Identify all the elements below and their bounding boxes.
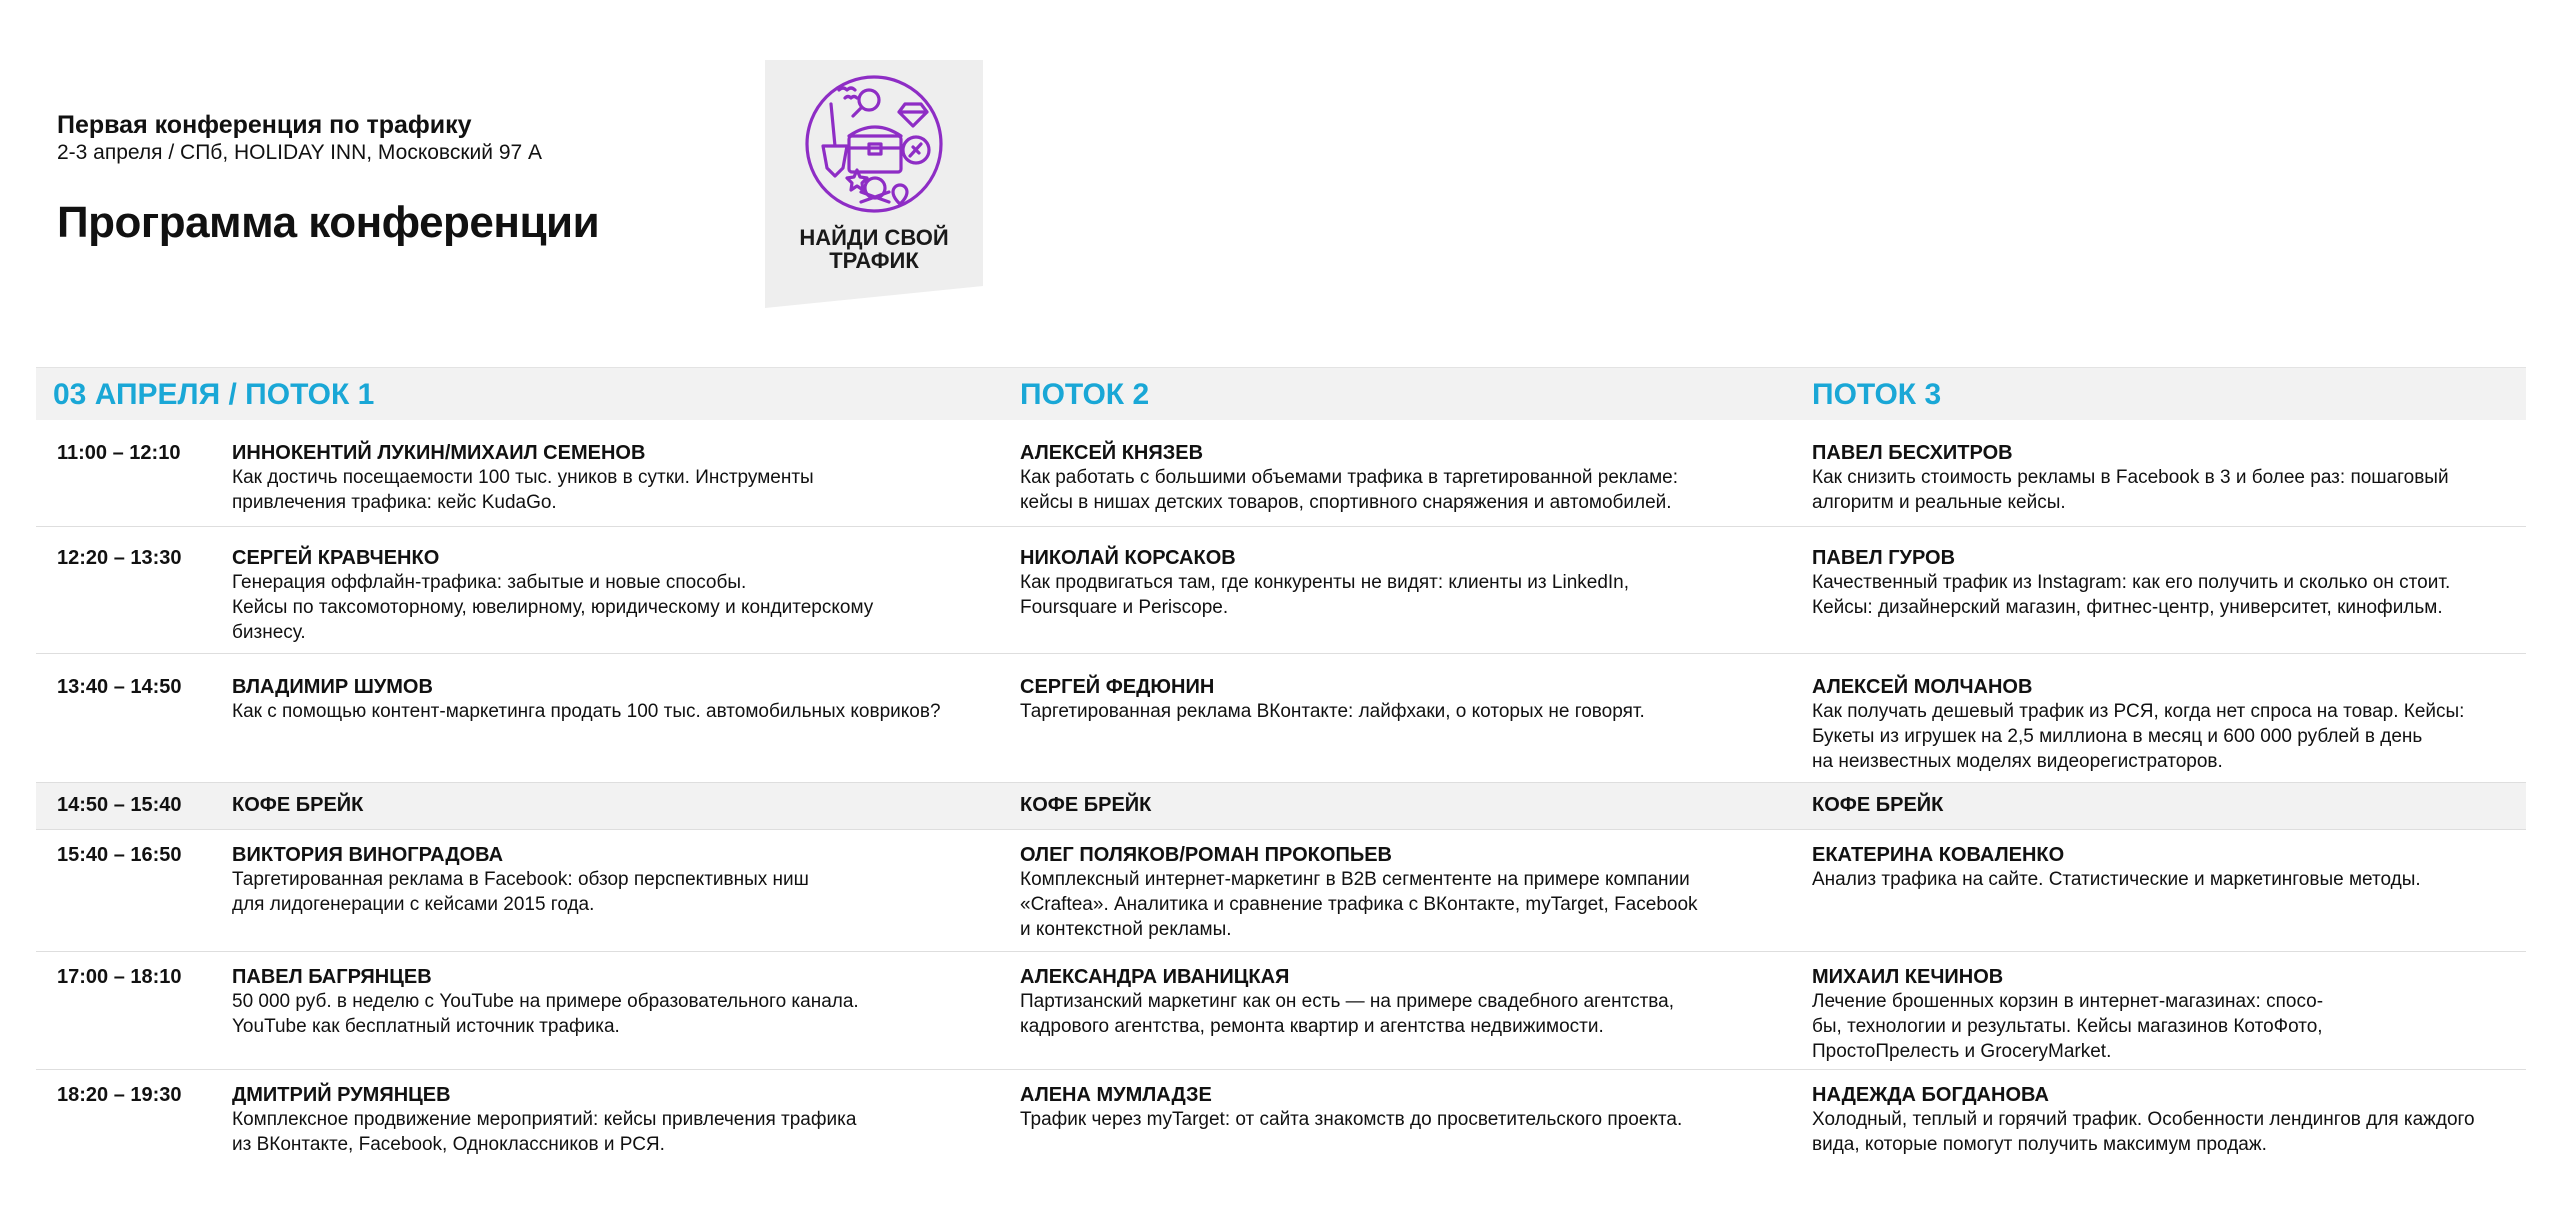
speaker-name: ИННОКЕНТИЙ ЛУКИН/МИХАИЛ СЕМЕНОВ bbox=[232, 442, 646, 464]
session-time: 17:00 – 18:10 bbox=[57, 966, 182, 988]
talk-title: Трафик через myTarget: от сайта знакомств до просветительского проекта. bbox=[1020, 1109, 1683, 1130]
talk-title: Холодный, теплый и горячий трафик. Особенности лендингов для каждого вида, которые помогут получить максимум продаж. bbox=[1812, 1109, 2475, 1155]
session-cell bbox=[232, 675, 941, 724]
speaker-name: МИХАИЛ КЕЧИНОВ bbox=[1812, 966, 2004, 988]
talk-title: Партизанский маркетинг как он есть — на примере свадебного агентства, кадрового агентства, ремонта квартир и агентства недвижимости. bbox=[1020, 991, 1674, 1037]
session-time: 18:20 – 19:30 bbox=[57, 1084, 182, 1106]
session-cell bbox=[1020, 546, 1629, 620]
break-label: КОФЕ БРЕЙК bbox=[1812, 794, 1944, 816]
conference-name: Первая конференция по трафику bbox=[57, 111, 472, 139]
logo-text-line1: НАЙДИ СВОЙ bbox=[799, 225, 949, 250]
conference-header bbox=[57, 110, 542, 166]
logo-text bbox=[765, 226, 983, 272]
coffee-break-row bbox=[36, 783, 2526, 830]
talk-title: Анализ трафика на сайте. Статистические и маркетинговые методы. bbox=[1812, 869, 2421, 890]
talk-title: Как продвигаться там, где конкуренты не видят: клиенты из LinkedIn, Foursquare и Periscope. bbox=[1020, 572, 1630, 618]
stream-title-2: ПОТОК 2 bbox=[1020, 378, 1150, 411]
talk-title: Как с помощью контент-маркетинга продать 100 тыс. автомобильных ковриков? bbox=[232, 701, 941, 722]
speaker-name: ДМИТРИЙ РУМЯНЦЕВ bbox=[232, 1084, 451, 1106]
stream-title-1: 03 АПРЕЛЯ / ПОТОК 1 bbox=[53, 378, 375, 411]
talk-title: Комплексный интернет-маркетинг в B2B сегментенте на примере компании «Craftea». Аналитика и сравнение трафика с ВКонтакте, myTarget, Facebook и контекстной рекламы. bbox=[1020, 869, 1698, 940]
speaker-name: ПАВЕЛ ГУРОВ bbox=[1812, 547, 1956, 569]
talk-title: Как достичь посещаемости 100 тыс. уников в сутки. Инструменты привлечения трафика: кейс KudaGo. bbox=[232, 467, 814, 513]
session-cell bbox=[1020, 675, 1645, 724]
speaker-name: НИКОЛАЙ КОРСАКОВ bbox=[1020, 547, 1236, 569]
stream-title-3: ПОТОК 3 bbox=[1812, 378, 1942, 411]
session-cell bbox=[1020, 441, 1678, 515]
streams-header-row bbox=[36, 367, 2526, 420]
schedule-row bbox=[36, 952, 2526, 1070]
break-label: КОФЕ БРЕЙК bbox=[232, 794, 364, 816]
session-time: 12:20 – 13:30 bbox=[57, 547, 182, 569]
session-cell bbox=[232, 965, 859, 1039]
session-time: 11:00 – 12:10 bbox=[57, 442, 181, 464]
speaker-name: АЛЕКСАНДРА ИВАНИЦКАЯ bbox=[1020, 966, 1290, 988]
session-cell bbox=[232, 1083, 856, 1157]
schedule-row bbox=[36, 527, 2526, 654]
session-time: 13:40 – 14:50 bbox=[57, 676, 182, 698]
session-cell bbox=[232, 441, 814, 515]
speaker-name: СЕРГЕЙ КРАВЧЕНКО bbox=[232, 547, 440, 569]
session-time: 14:50 – 15:40 bbox=[57, 794, 182, 816]
break-label: КОФЕ БРЕЙК bbox=[1020, 794, 1152, 816]
speaker-name: ВЛАДИМИР ШУМОВ bbox=[232, 676, 433, 698]
speaker-name: ПАВЕЛ БЕСХИТРОВ bbox=[1812, 442, 2013, 464]
logo bbox=[765, 60, 983, 308]
session-cell bbox=[1020, 965, 1674, 1039]
conference-details: 2-3 апреля / СПб, HOLIDAY INN, Московский 97 А bbox=[57, 141, 543, 164]
speaker-name: АЛЕНА МУМЛАДЗЕ bbox=[1020, 1084, 1212, 1106]
talk-title: Генерация оффлайн-трафика: забытые и новые способы. Кейсы по таксомоторному, ювелирному, юридическому и кондитерскому бизнесу. bbox=[232, 572, 874, 643]
talk-title: Качественный трафик из Instagram: как его получить и сколько он стоит. Кейсы: дизайнерский магазин, фитнес-центр, университет, кинофильм. bbox=[1812, 572, 2451, 618]
speaker-name: АЛЕКСЕЙ МОЛЧАНОВ bbox=[1812, 676, 2033, 698]
session-cell bbox=[1812, 441, 2449, 515]
schedule-row bbox=[36, 1070, 2526, 1170]
talk-title: 50 000 руб. в неделю с YouTube на примере образовательного канала. YouTube как бесплатный источник трафика. bbox=[232, 991, 859, 1037]
talk-title: Комплексное продвижение мероприятий: кейсы привлечения трафика из ВКонтакте, Facebook, Одноклассников и РСЯ. bbox=[232, 1109, 857, 1155]
talk-title: Лечение брошенных корзин в интернет-магазинах: спосо- бы, технологии и результаты. Кейсы магазинов КотоФото, ПростоПрелесть и GroceryMarket. bbox=[1812, 991, 2324, 1062]
speaker-name: ПАВЕЛ БАГРЯНЦЕВ bbox=[232, 966, 432, 988]
speaker-name: ЕКАТЕРИНА КОВАЛЕНКО bbox=[1812, 844, 2065, 866]
page-title: Программа конференции bbox=[57, 198, 600, 247]
talk-title: Как получать дешевый трафик из РСЯ, когда нет спроса на товар. Кейсы: Букеты из игрушек на 2,5 миллиона в месяц и 600 000 рублей в день на неизвестных моделях видеорегистраторов. bbox=[1812, 701, 2465, 772]
speaker-name: НАДЕЖДА БОГДАНОВА bbox=[1812, 1084, 2049, 1106]
speaker-name: СЕРГЕЙ ФЕДЮНИН bbox=[1020, 676, 1215, 698]
session-cell bbox=[1020, 1083, 1682, 1132]
session-cell bbox=[1812, 965, 2323, 1064]
session-cell bbox=[1020, 843, 1698, 942]
speaker-name: ОЛЕГ ПОЛЯКОВ/РОМАН ПРОКОПЬЕВ bbox=[1020, 844, 1392, 866]
session-cell bbox=[1812, 1083, 2475, 1157]
logo-text-line2: ТРАФИК bbox=[829, 248, 919, 273]
session-cell bbox=[1812, 675, 2464, 774]
schedule-row bbox=[36, 830, 2526, 952]
session-cell bbox=[232, 546, 873, 645]
speaker-name: ВИКТОРИЯ ВИНОГРАДОВА bbox=[232, 844, 504, 866]
session-cell bbox=[1812, 546, 2450, 620]
talk-title: Таргетированная реклама в Facebook: обзор перспективных ниш для лидогенерации с кейсами 2015 года. bbox=[232, 869, 809, 915]
schedule-row bbox=[36, 654, 2526, 783]
talk-title: Как снизить стоимость рекламы в Facebook в 3 и более раз: пошаговый алгоритм и реальные кейсы. bbox=[1812, 467, 2449, 513]
session-cell bbox=[232, 843, 809, 917]
schedule-row bbox=[36, 420, 2526, 527]
session-cell bbox=[1812, 843, 2421, 892]
talk-title: Таргетированная реклама ВКонтакте: лайфхаки, о которых не говорят. bbox=[1020, 701, 1645, 722]
talk-title: Как работать с большими объемами трафика в таргетированной рекламе: кейсы в нишах детских товаров, спортивного снаряжения и автомобилей. bbox=[1020, 467, 1679, 513]
speaker-name: АЛЕКСЕЙ КНЯЗЕВ bbox=[1020, 442, 1204, 464]
session-time: 15:40 – 16:50 bbox=[57, 844, 182, 866]
schedule-table bbox=[36, 367, 2526, 1170]
